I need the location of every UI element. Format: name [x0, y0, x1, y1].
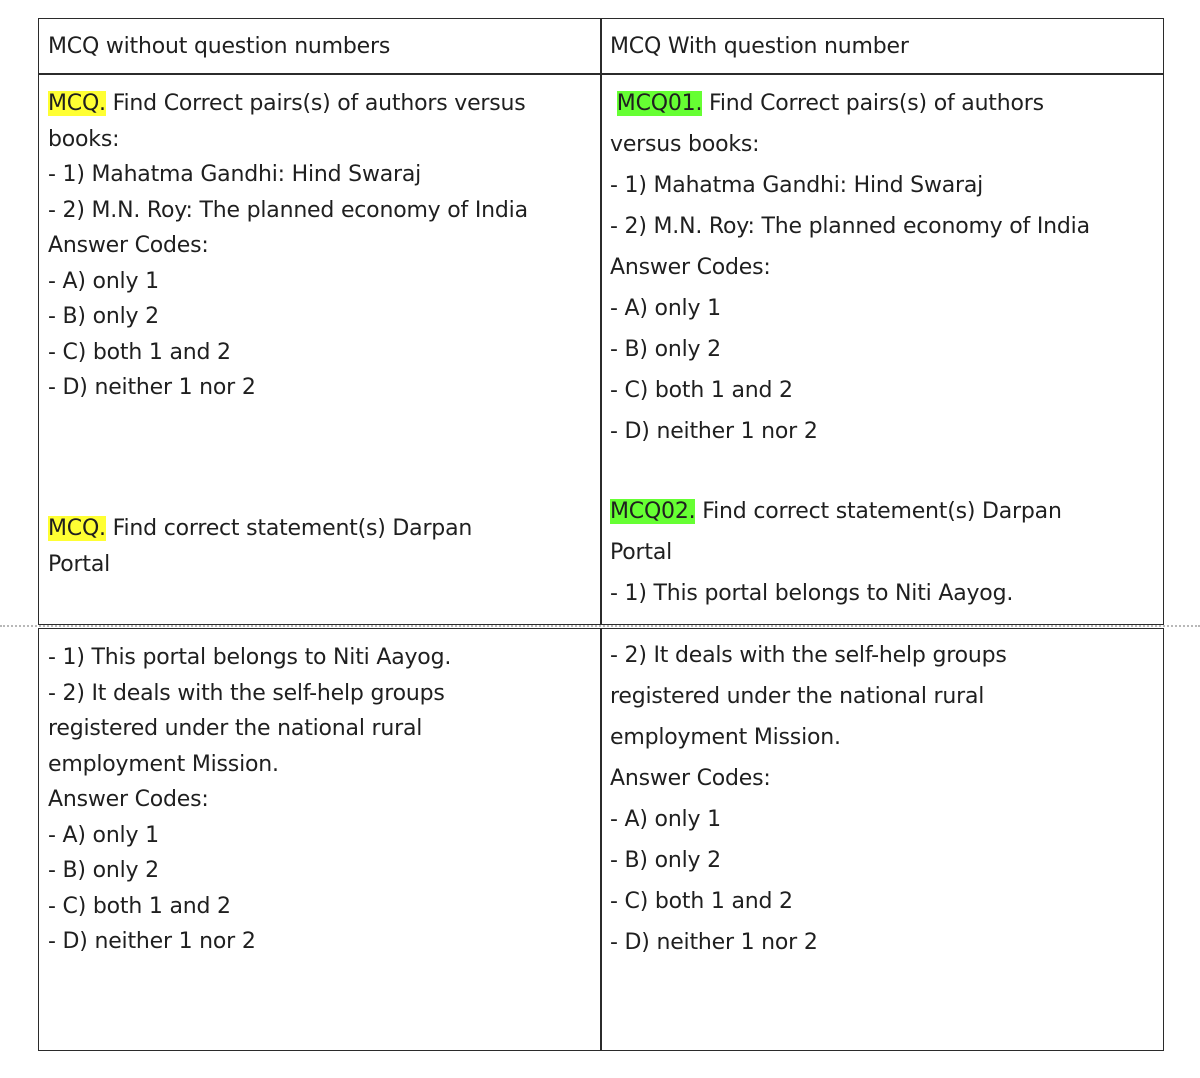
answer-code-c: - C) both 1 and 2 [48, 893, 231, 919]
mcq-number-tag: MCQ01. [616, 91, 703, 116]
question-text-cont: Portal [610, 540, 673, 565]
statement-2: - 2) It deals with the self-help groups [48, 680, 445, 706]
question-block-left-2 [48, 511, 596, 582]
answer-code-a: - A) only 1 [610, 296, 721, 321]
question-line [610, 491, 1158, 532]
header-without-numbers: MCQ without question numbers [48, 34, 391, 59]
statement-1: - 1) This portal belongs to Niti Aayog. [48, 645, 452, 670]
answer-code-d: - D) neither 1 nor 2 [610, 419, 818, 444]
answer-code-c: - C) both 1 and 2 [610, 889, 793, 914]
question-text-cont: books: [48, 126, 120, 152]
answer-code-d: - D) neither 1 nor 2 [48, 929, 256, 954]
answer-code-c: - C) both 1 and 2 [610, 378, 793, 403]
answer-code-a: - A) only 1 [48, 822, 159, 848]
statement-2-cont: registered under the national rural [48, 716, 423, 741]
mcq-tag: MCQ. [48, 516, 106, 541]
answer-code-a: - A) only 1 [48, 268, 159, 294]
question-line [610, 83, 1158, 124]
statement-1: - 1) This portal belongs to Niti Aayog. [610, 581, 1014, 606]
statement-2-cont: employment Mission. [48, 751, 279, 777]
question-block-right-2-cont [610, 635, 1158, 963]
statement-2-cont: registered under the national rural [610, 684, 985, 709]
question-text: Find correct statement(s) Darpan [105, 516, 473, 541]
question-block-left-2-cont [48, 640, 596, 960]
statement-2: - 2) M.N. Roy: The planned economy of India [610, 214, 1090, 239]
statement-1: - 1) Mahatma Gandhi: Hind Swaraj [610, 173, 984, 198]
question-block-left-1 [48, 86, 596, 406]
answer-code-c: - C) both 1 and 2 [48, 339, 231, 365]
answer-codes-label: Answer Codes: [48, 787, 209, 812]
answer-codes-label: Answer Codes: [48, 233, 209, 258]
statement-2: - 2) It deals with the self-help groups [610, 643, 1007, 668]
question-block-right-1 [610, 83, 1158, 452]
mcq-number-tag: MCQ02. [610, 499, 696, 524]
statement-1: - 1) Mahatma Gandhi: Hind Swaraj [48, 162, 422, 187]
answer-code-b: - B) only 2 [610, 337, 721, 362]
header-divider [39, 73, 1163, 75]
question-text-cont: Portal [48, 551, 111, 577]
question-text: Find correct statement(s) Darpan [695, 499, 1062, 524]
answer-code-b: - B) only 2 [48, 858, 159, 883]
answer-codes-label: Answer Codes: [610, 766, 771, 791]
column-divider [600, 19, 602, 624]
answer-code-b: - B) only 2 [610, 848, 721, 873]
question-text-cont: versus books: [610, 132, 760, 157]
question-block-right-2 [610, 491, 1158, 614]
question-line [48, 86, 596, 122]
question-text: Find Correct pairs(s) of authors [702, 91, 1044, 116]
header-with-numbers: MCQ With question number [610, 34, 909, 59]
statement-2: - 2) M.N. Roy: The planned economy of India [48, 197, 528, 223]
question-line [48, 511, 596, 547]
answer-code-d: - D) neither 1 nor 2 [48, 375, 256, 400]
statement-2-cont: employment Mission. [610, 725, 841, 750]
question-text: Find Correct pairs(s) of authors versus [105, 91, 526, 116]
column-divider [600, 629, 602, 1050]
answer-codes-label: Answer Codes: [610, 255, 771, 280]
answer-code-a: - A) only 1 [610, 807, 721, 832]
answer-code-b: - B) only 2 [48, 304, 159, 329]
page-break-line [0, 625, 1200, 627]
mcq-tag: MCQ. [48, 91, 106, 116]
mcq-table-top [38, 18, 1164, 625]
answer-code-d: - D) neither 1 nor 2 [610, 930, 818, 955]
mcq-table-bottom [38, 628, 1164, 1051]
